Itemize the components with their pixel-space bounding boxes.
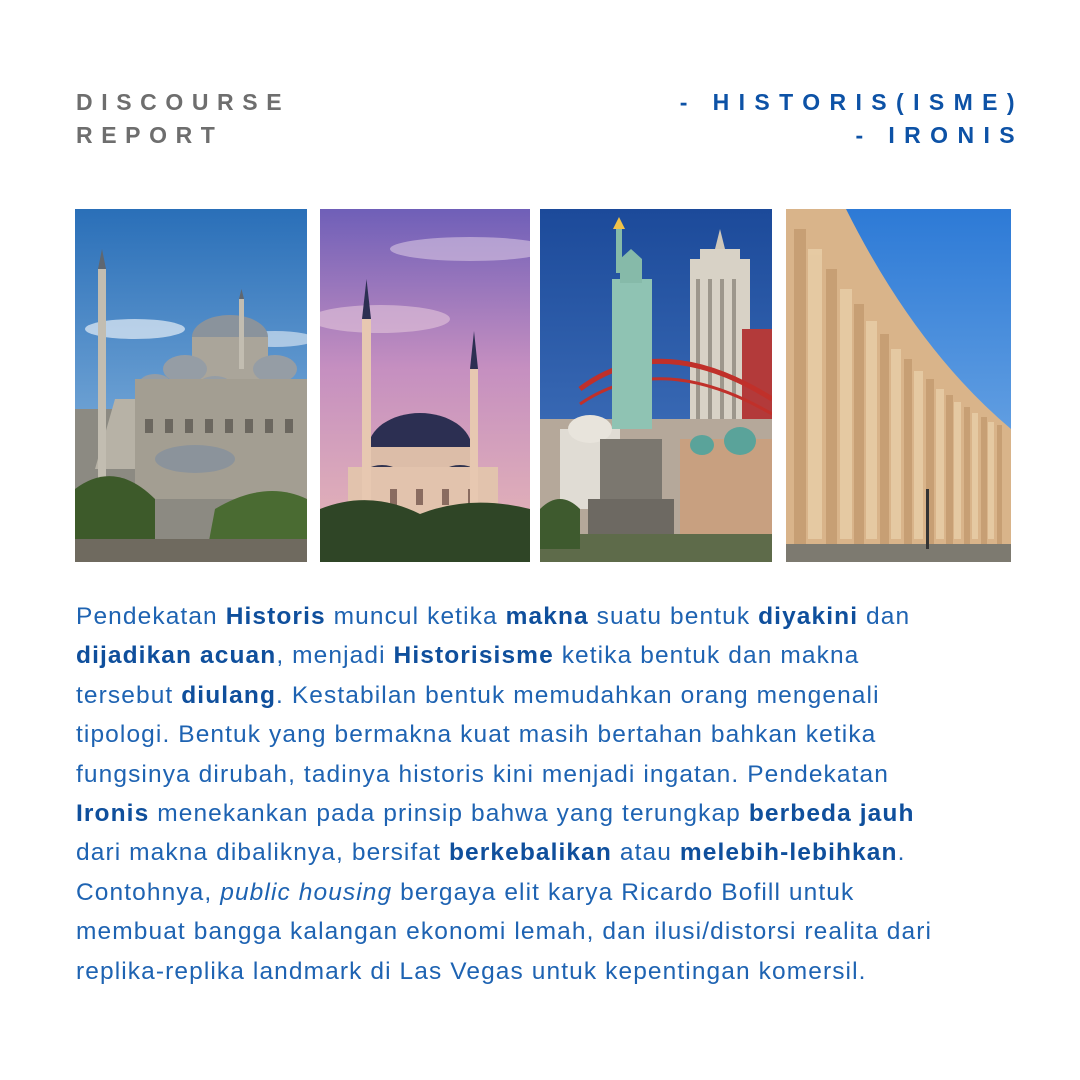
header-right-line1: - HISTORIS(ISME): [679, 89, 1024, 115]
las-vegas-liberty-replica-photo: [540, 209, 772, 562]
header-right-line2: - IRONIS: [855, 122, 1024, 148]
domed-mosque-sunset-photo: [320, 209, 530, 562]
header-left: [76, 86, 290, 152]
paragraph-line: tersebut diulang. Kestabilan bentuk memudahkan orang mengenali: [76, 681, 880, 709]
paragraph-line: Ironis menekankan pada prinsip bahwa yang terungkap berbeda jauh: [76, 800, 915, 828]
bofill-colonnade-housing-photo: [786, 209, 1011, 562]
paragraph-line: dari makna dibaliknya, bersifat berkebalikan atau melebih-lebihkan.: [76, 839, 906, 867]
ottoman-mosque-photo: [75, 209, 307, 562]
header-left-line2: REPORT: [76, 122, 224, 148]
paragraph-line: tipologi. Bentuk yang bermakna kuat masih bertahan bahkan ketika: [76, 721, 877, 749]
body-paragraph: [76, 597, 1021, 991]
header-right: [680, 86, 1024, 152]
paragraph-line: dijadikan acuan, menjadi Historisisme ketika bentuk dan makna: [76, 642, 860, 670]
header-left-line1: DISCOURSE: [76, 89, 291, 115]
paragraph-line: Pendekatan Historis muncul ketika makna suatu bentuk diyakini dan: [76, 603, 911, 630]
paragraph-line: membuat bangga kalangan ekonomi lemah, dan ilusi/distorsi realita dari: [76, 918, 932, 946]
paragraph-line: fungsinya dirubah, tadinya historis kini menjadi ingatan. Pendekatan: [76, 760, 889, 788]
paragraph-line: replika-replika landmark di Las Vegas untuk kepentingan komersil.: [76, 957, 867, 985]
paragraph-line: Contohnya, public housing bergaya elit karya Ricardo Bofill untuk: [76, 878, 855, 906]
